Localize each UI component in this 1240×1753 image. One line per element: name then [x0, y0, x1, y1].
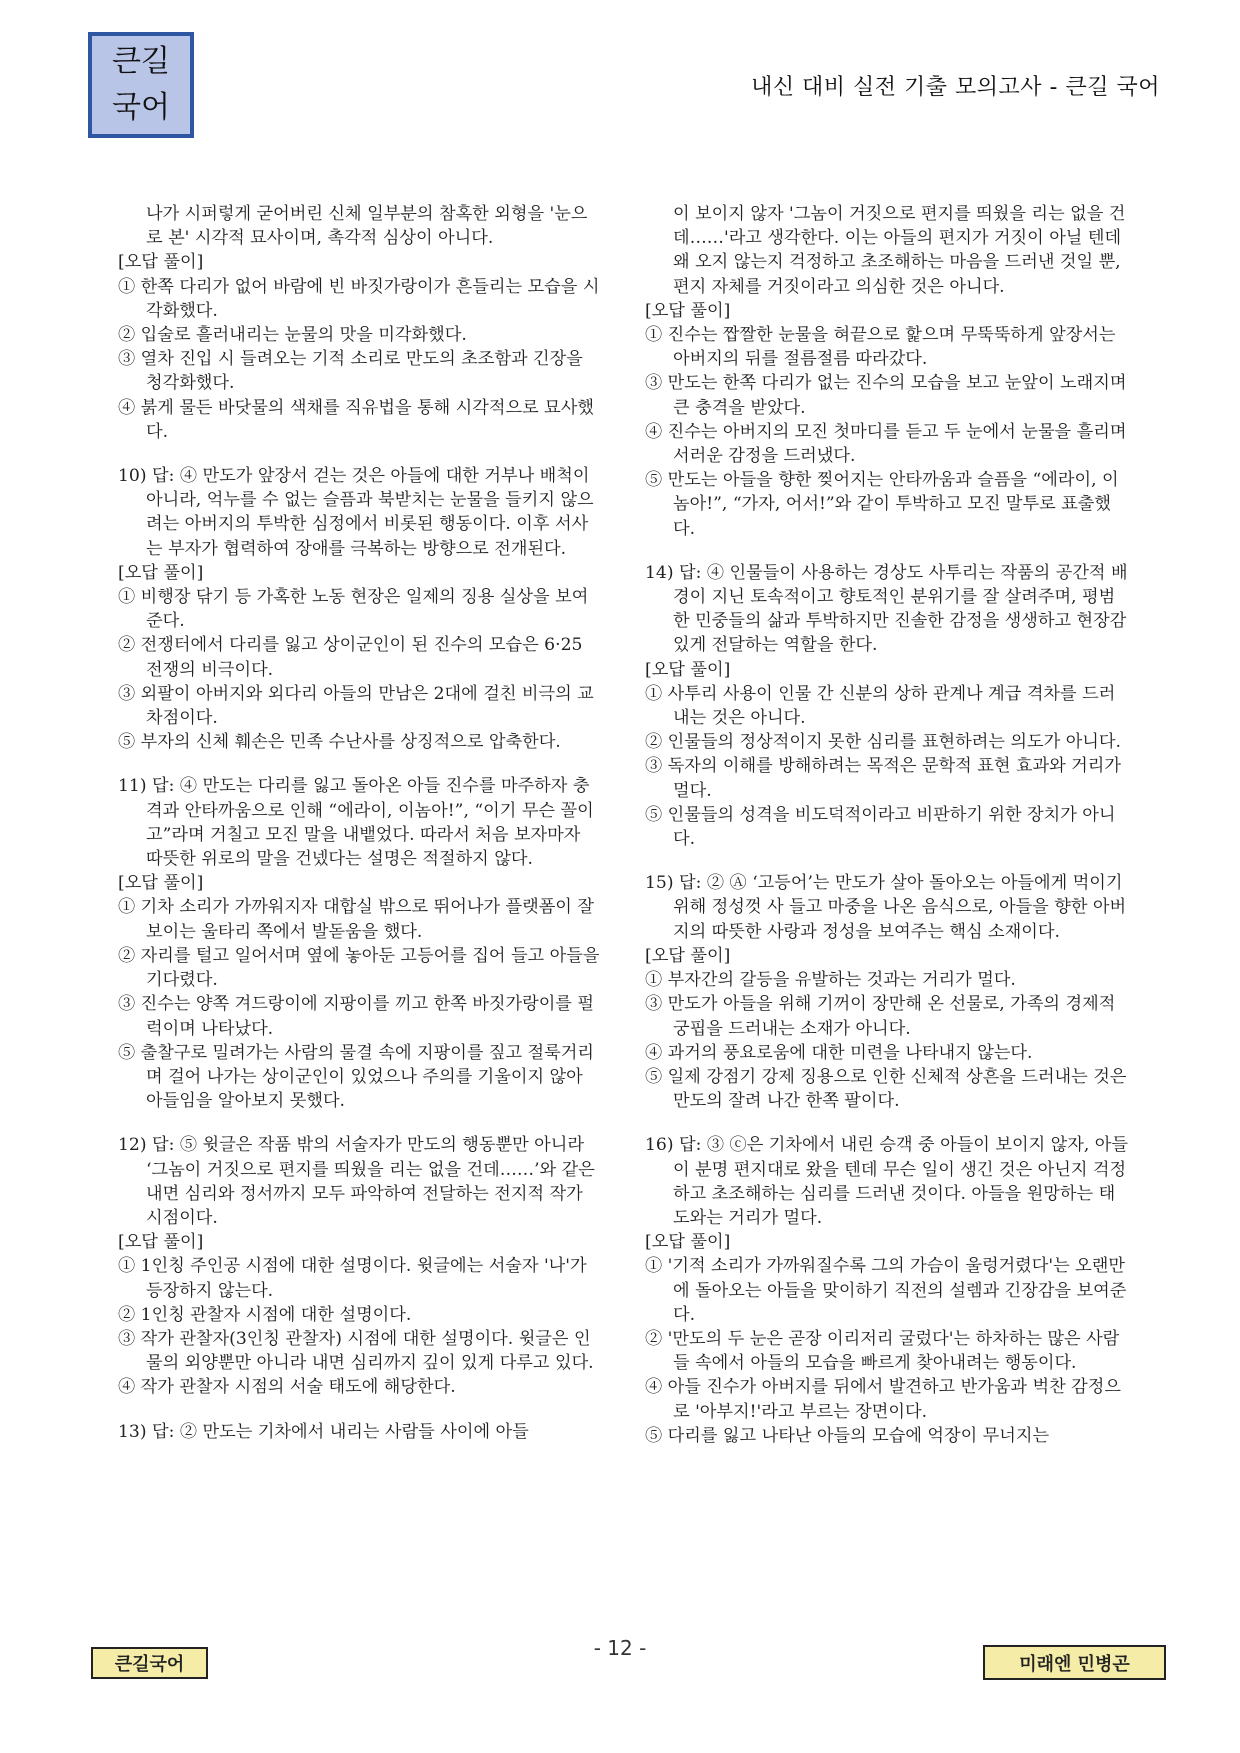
- explanation-item: ① '기적 소리가 가까워질수록 그의 가슴이 울렁거렸다'는 오랜만에 돌아오는 아들을 맞이하기 직전의 설렘과 긴장감을 보여준다.: [645, 1256, 1127, 1325]
- answer-item: 13) 답: ② 만도는 기차에서 내리는 사람들 사이에 아들: [118, 1421, 529, 1442]
- explanation-item: ④ 진수는 아버지의 모진 첫마디를 듣고 두 눈에서 눈물을 흘리며 서러운 감정을 드러냈다.: [645, 421, 1127, 467]
- explanation-item: ③ 진수는 양쪽 겨드랑이에 지팡이를 끼고 한쪽 바짓가랑이를 펄럭이며 나타났다.: [118, 994, 594, 1039]
- logo-line-2: 국어: [112, 90, 170, 125]
- page-number: - 12 -: [593, 1636, 647, 1660]
- header-title: 내신 대비 실전 기출 모의고사 - 큰길 국어: [751, 75, 1160, 100]
- answer-item: 11) 답: ④ 만도는 다리를 잃고 돌아온 아들 진수를 마주하자 충격과 안타까움으로 인해 “에라이, 이놈아!”, “이기 무슨 꼴이고”라며 거칠고 모진 말을 내뱉었다. 따라서 처음 보자마자 따뜻한 위로의 말을 건넸다는 설명은 적절하지 않다.: [118, 776, 594, 870]
- wrong-answer-label: [오답 풀이]: [645, 659, 731, 680]
- wrong-answer-label: [오답 풀이]: [118, 562, 204, 583]
- explanation-item: ③ 작가 관찰자(3인칭 관찰자) 시점에 대한 설명이다. 윗글은 인물의 외양뿐만 아니라 내면 심리까지 깊이 있게 다루고 있다.: [118, 1328, 594, 1374]
- wrong-answer-label: [오답 풀이]: [645, 300, 731, 321]
- explanation-item: ③ 열차 진입 시 들려오는 기적 소리로 만도의 초조함과 긴장을 청각화했다.: [118, 349, 583, 394]
- section-gap: [645, 851, 1129, 871]
- section-gap: [645, 541, 1129, 561]
- explanation-item: ① 한쪽 다리가 없어 바람에 빈 바짓가랑이가 흔들리는 모습을 시각화했다.: [118, 276, 600, 321]
- section-gap: [645, 1113, 1129, 1133]
- logo: [88, 32, 194, 138]
- explanation-item: ④ 붉게 물든 바닷물의 색채를 직유법을 통해 시각적으로 묘사했다.: [118, 397, 594, 442]
- left-column: [118, 202, 602, 1444]
- footer-author-label: 미래엔 민병곤: [983, 1645, 1166, 1680]
- answer-item: 10) 답: ④ 만도가 앞장서 걷는 것은 아들에 대한 거부나 배척이 아니라, 억누를 수 없는 슬픔과 북받치는 눈물을 들키지 않으려는 아버지의 투박한 심정에서 비롯된 행동이다. 이후 서사는 부자가 협력하여 장애를 극복하는 방향으로 전개된다.: [118, 466, 594, 559]
- explanation-item: ⑤ 출찰구로 밀려가는 사람의 물결 속에 지팡이를 짚고 절룩거리며 걸어 나가는 상이군인이 있었으나 주의를 기울이지 않아 아들임을 알아보지 못했다.: [118, 1042, 594, 1112]
- explanation-item: ① 기차 소리가 가까워지자 대합실 밖으로 뛰어나가 플랫폼이 잘 보이는 울타리 쪽에서 발돋움을 했다.: [118, 897, 594, 942]
- explanation-item: ① 1인칭 주인공 시점에 대한 설명이다. 윗글에는 서술자 '나'가 등장하지 않는다.: [118, 1256, 587, 1301]
- explanation-item: ④ 작가 관찰자 시점의 서술 태도에 해당한다.: [118, 1377, 456, 1398]
- explanation-item: ⑤ 일제 강점기 강제 징용으로 인한 신체적 상흔을 드러내는 것은 만도의 잘려 나간 한쪽 팔이다.: [645, 1066, 1127, 1112]
- continued-paragraph: 이 보이지 않자 '그놈이 거짓으로 편지를 띄웠을 리는 없을 건데……'라고 생각한다. 이는 아들의 편지가 거짓이 아닐 텐데 왜 오지 않는지 걱정하고 초조해하는 마음을 드러낸 것일 뿐, 편지 자체를 거짓이라고 의심한 것은 아니다.: [673, 204, 1126, 297]
- answer-item: 14) 답: ④ 인물들이 사용하는 경상도 사투리는 작품의 공간적 배경이 지닌 토속적이고 향토적인 분위기를 잘 살려주며, 평범한 민중들의 삶과 투박하지만 진솔한 감정을 생생하고 현장감 있게 전달하는 역할을 한다.: [645, 562, 1128, 656]
- answer-item: 12) 답: ⑤ 윗글은 작품 밖의 서술자가 만도의 행동뿐만 아니라 ‘그놈이 거짓으로 편지를 띄웠을 리는 없을 건데……’와 같은 내면 심리와 정서까지 모두 파악하여 전달하는 전지적 작가 시점이다.: [118, 1135, 595, 1228]
- answer-item: 15) 답: ② Ⓐ ‘고등어’는 만도가 살아 돌아오는 아들에게 먹이기 위해 정성껏 사 들고 마중을 나온 음식으로, 아들을 향한 아버지의 따뜻한 사랑과 정성을 보여주는 핵심 소재이다.: [645, 873, 1127, 942]
- answer-item: 16) 답: ③ ⓒ은 기차에서 내린 승객 중 아들이 보이지 않자, 아들이 분명 편지대로 왔을 텐데 무슨 일이 생긴 것은 아닌지 걱정하고 초조해하는 심리를 드러낸 것이다. 아들을 원망하는 태도와는 거리가 멀다.: [645, 1135, 1128, 1228]
- right-column: [645, 202, 1129, 1448]
- explanation-item: ③ 만도는 한쪽 다리가 없는 진수의 모습을 보고 눈앞이 노래지며 큰 충격을 받았다.: [645, 373, 1127, 418]
- section-gap: [118, 754, 602, 774]
- explanation-item: ① 비행장 닦기 등 가혹한 노동 현장은 일제의 징용 실상을 보여준다.: [118, 587, 589, 632]
- explanation-item: ⑤ 부자의 신체 훼손은 민족 수난사를 상징적으로 압축한다.: [118, 732, 561, 753]
- explanation-item: ⑤ 인물들의 성격을 비도덕적이라고 비판하기 위한 장치가 아니다.: [645, 804, 1116, 850]
- logo-line-1: 큰길: [112, 44, 170, 79]
- explanation-item: ② 전쟁터에서 다리를 잃고 상이군인이 된 진수의 모습은 6·25 전쟁의 비극이다.: [118, 635, 583, 680]
- section-gap: [118, 1400, 602, 1420]
- explanation-item: ④ 아들 진수가 아버지를 뒤에서 발견하고 반가움과 벅찬 감정으로 '아부지!'라고 부르는 장면이다.: [645, 1377, 1121, 1422]
- explanation-item: ① 사투리 사용이 인물 간 신분의 상하 관계나 계급 격차를 드러내는 것은 아니다.: [645, 683, 1116, 729]
- explanation-item: ① 진수는 짭짤한 눈물을 혀끝으로 핥으며 무뚝뚝하게 앞장서는 아버지의 뒤를 절름절름 따라갔다.: [645, 325, 1116, 370]
- section-gap: [118, 444, 602, 464]
- explanation-item: ① 부자간의 갈등을 유발하는 것과는 거리가 멀다.: [645, 970, 1016, 991]
- wrong-answer-label: [오답 풀이]: [645, 945, 731, 966]
- explanation-item: ② 자리를 털고 일어서며 옆에 놓아둔 고등어를 집어 들고 아들을 기다렸다.: [118, 945, 600, 991]
- continued-paragraph: 나가 시퍼렇게 굳어버린 신체 일부분의 참혹한 외형을 '눈으로 본' 시각적 묘사이며, 촉각적 심상이 아니다.: [146, 204, 588, 249]
- explanation-item: ③ 만도가 아들을 위해 기꺼이 장만해 온 선물로, 가족의 경제적 궁핍을 드러내는 소재가 아니다.: [645, 994, 1116, 1039]
- wrong-answer-label: [오답 풀이]: [118, 873, 204, 894]
- explanation-item: ④ 과거의 풍요로움에 대한 미련을 나타내지 않는다.: [645, 1042, 1033, 1063]
- section-gap: [118, 1113, 602, 1133]
- explanation-item: ③ 독자의 이해를 방해하려는 목적은 문학적 표현 효과와 거리가 멀다.: [645, 756, 1121, 801]
- wrong-answer-label: [오답 풀이]: [118, 1232, 204, 1253]
- explanation-item: ⑤ 만도는 아들을 향한 찢어지는 안타까움과 슬픔을 “에라이, 이놈아!”, “가자, 어서!”와 같이 투박하고 모진 말투로 표출했다.: [645, 470, 1119, 539]
- explanation-item: ③ 외팔이 아버지와 외다리 아들의 만남은 2대에 걸친 비극의 교차점이다.: [118, 683, 594, 729]
- explanation-item: ② 1인칭 관찰자 시점에 대한 설명이다.: [118, 1304, 412, 1325]
- explanation-item: ② 인물들의 정상적이지 못한 심리를 표현하려는 의도가 아니다.: [645, 732, 1121, 753]
- wrong-answer-label: [오답 풀이]: [118, 252, 204, 273]
- wrong-answer-label: [오답 풀이]: [645, 1232, 731, 1253]
- explanation-item: ② 입술로 흘러내리는 눈물의 맛을 미각화했다.: [118, 325, 467, 346]
- explanation-item: ⑤ 다리를 잃고 나타난 아들의 모습에 억장이 무너지는: [645, 1425, 1050, 1446]
- explanation-item: ② '만도의 두 눈은 곧장 이리저리 굴렀다'는 하차하는 많은 사람들 속에서 아들의 모습을 빠르게 찾아내려는 행동이다.: [645, 1328, 1120, 1374]
- footer-brand-label: 큰길국어: [91, 1647, 208, 1679]
